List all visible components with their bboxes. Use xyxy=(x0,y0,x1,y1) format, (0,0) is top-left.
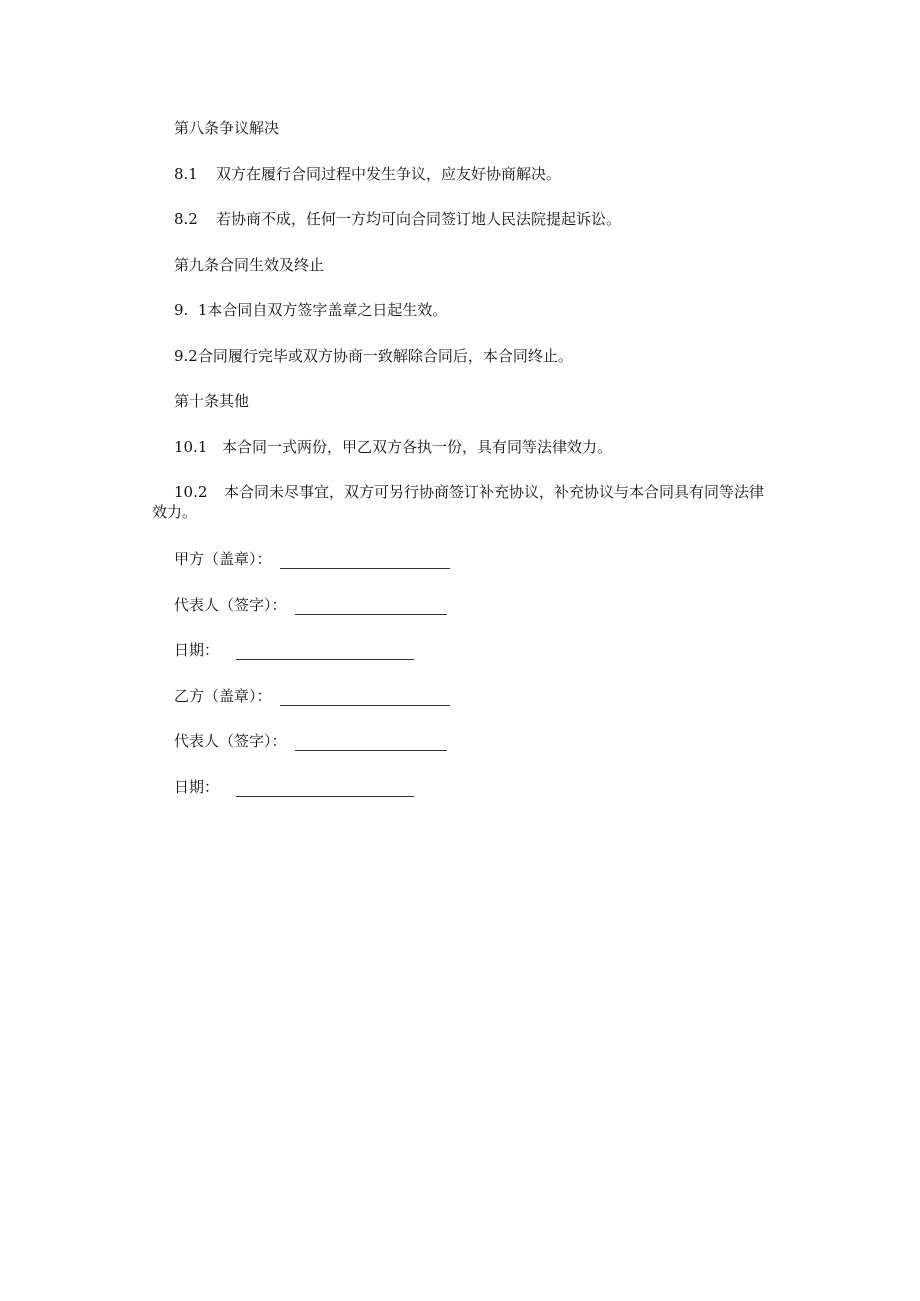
article-8-title: 第八条争议解决 xyxy=(174,119,280,137)
party-a-seal-row xyxy=(174,549,450,569)
clause-10-2 xyxy=(152,482,772,522)
clause-8-2 xyxy=(174,209,621,229)
party-b-seal-row xyxy=(174,686,450,706)
article-9-title: 第九条合同生效及终止 xyxy=(174,256,325,274)
party-b-date-row xyxy=(174,777,414,797)
party-a-date-label: 日期： xyxy=(174,641,220,659)
article-10-title: 第十条其他 xyxy=(174,392,250,410)
party-a-date-row xyxy=(174,640,414,660)
party-b-rep-field[interactable] xyxy=(295,736,447,751)
party-b-date-field[interactable] xyxy=(236,782,414,797)
party-a-rep-label: 代表人（签字）： xyxy=(174,596,287,614)
clause-number: 8.2 xyxy=(174,210,198,228)
party-a-seal-label: 甲方（盖章）： xyxy=(174,550,272,568)
clause-number: 8.1 xyxy=(174,165,198,183)
clause-number: 10.2 xyxy=(174,483,208,501)
party-b-seal-label: 乙方（盖章）： xyxy=(174,687,272,705)
party-b-date-label: 日期： xyxy=(174,778,220,796)
party-a-seal-field[interactable] xyxy=(280,554,450,569)
clause-text: 双方在履行合同过程中发生争议，应友好协商解决。 xyxy=(216,165,562,183)
party-b-rep-row xyxy=(174,731,447,751)
party-a-rep-field[interactable] xyxy=(295,600,447,615)
clause-text: 本合同未尽事宜，双方可另行协商签订补充协议，补充协议与本合同具有同等法律效力。 xyxy=(152,483,765,521)
clause-text: 本合同一式两份，甲乙双方各执一份，具有同等法律效力。 xyxy=(222,438,613,456)
party-a-rep-row xyxy=(174,595,447,615)
clause-10-1 xyxy=(174,437,612,457)
party-a-date-field[interactable] xyxy=(236,645,414,660)
party-b-seal-field[interactable] xyxy=(280,691,450,706)
clause-8-1 xyxy=(174,164,561,184)
clause-9-2: 9.2合同履行完毕或双方协商一致解除合同后，本合同终止。 xyxy=(174,347,573,365)
clause-9-1: 9. 1本合同自双方签字盖章之日起生效。 xyxy=(174,301,448,319)
clause-number: 10.1 xyxy=(174,438,208,456)
clause-text: 若协商不成，任何一方均可向合同签订地人民法院提起诉讼。 xyxy=(216,210,622,228)
party-b-rep-label: 代表人（签字）： xyxy=(174,732,287,750)
